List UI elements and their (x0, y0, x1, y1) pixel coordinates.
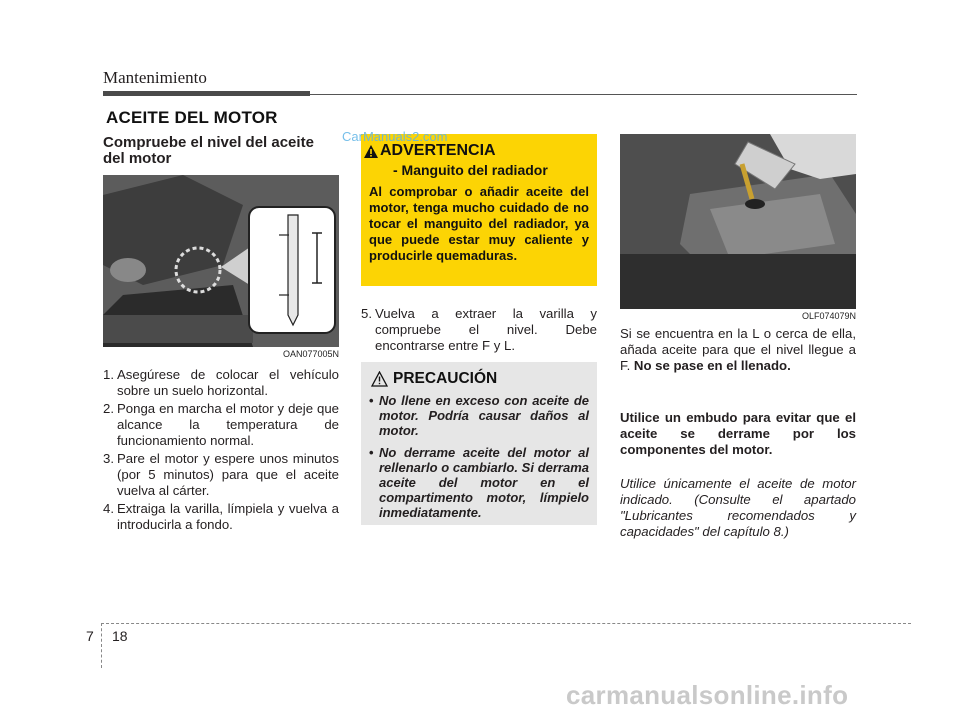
dipstick-engine-photo (103, 175, 339, 347)
section-title: ACEITE DEL MOTOR (106, 108, 278, 127)
watermark-top: CarManuals2.com (342, 129, 448, 144)
col1-heading: Compruebe el nivel del aceite del motor (103, 134, 314, 167)
header-rule-thin (310, 94, 857, 95)
photo-code-2: OLF074079N (801, 311, 856, 321)
caution-list (369, 393, 589, 527)
fill-instructions: Si se encuentra en la L o cerca de ella, añada aceite para que el nivel llegue a F. No se pase en el llenado. (620, 326, 856, 373)
footer-rule (101, 623, 911, 624)
step-item: 3. Pare el motor y espere unos minutos (por 5 minutos) para que el aceite vuelva al cárter. (103, 451, 339, 498)
photo-code-1: OAN077005N (282, 349, 339, 359)
oil-spec-note: Utilice únicamente el aceite de motor indicado. (Consulte el apartado "Lubricantes recomendados y capacidades" del capítulo 8.) (620, 476, 856, 539)
warning-title: ADVERTENCIA (380, 142, 496, 159)
page-number: 18 (112, 628, 128, 644)
caution-icon (371, 371, 388, 387)
funnel-advice: Utilice un embudo para evitar que el aceite se derrame por los componentes del motor. (620, 410, 856, 457)
dipstick-photo-illustration (103, 175, 339, 347)
step-item: 2. Ponga en marcha el motor y deje que alcance la temperatura de funcionamiento normal. (103, 401, 339, 448)
caution-title: PRECAUCIÓN (393, 370, 498, 387)
warning-icon (363, 144, 379, 159)
step-item: 1. Asegúrese de colocar el vehículo sobre un suelo horizontal. (103, 367, 339, 398)
warning-body: Al comprobar o añadir aceite del motor, tenga mucho cuidado de no tocar el manguito del radiador, ya que puede estar muy caliente y producirle quemaduras. (369, 184, 589, 263)
steps-list (103, 367, 339, 535)
step-5: 5. Vuelva a extraer la varilla y compruebe el nivel. Debe encontrarse entre F y L. (361, 306, 597, 353)
footer-vrule (101, 623, 102, 668)
oil-fill-photo (620, 134, 856, 309)
header-rule-dark (103, 91, 310, 96)
caution-item: • No derrame aceite del motor al rellenarlo o cambiarlo. Si derrama aceite del motor en el compartimento motor, límpielo inmediatamente. (369, 445, 589, 520)
running-header: Mantenimiento (103, 68, 207, 87)
step-item: 4. Extraiga la varilla, límpiela y vuelva a introducirla a fondo. (103, 501, 339, 532)
watermark-bottom: carmanualsonline.info (566, 680, 849, 710)
chapter-number: 7 (86, 628, 94, 644)
caution-item: • No llene en exceso con aceite de motor. Podría causar daños al motor. (369, 393, 589, 438)
warning-subtitle: - Manguito del radiador (393, 162, 548, 178)
oil-fill-illustration (620, 134, 856, 309)
